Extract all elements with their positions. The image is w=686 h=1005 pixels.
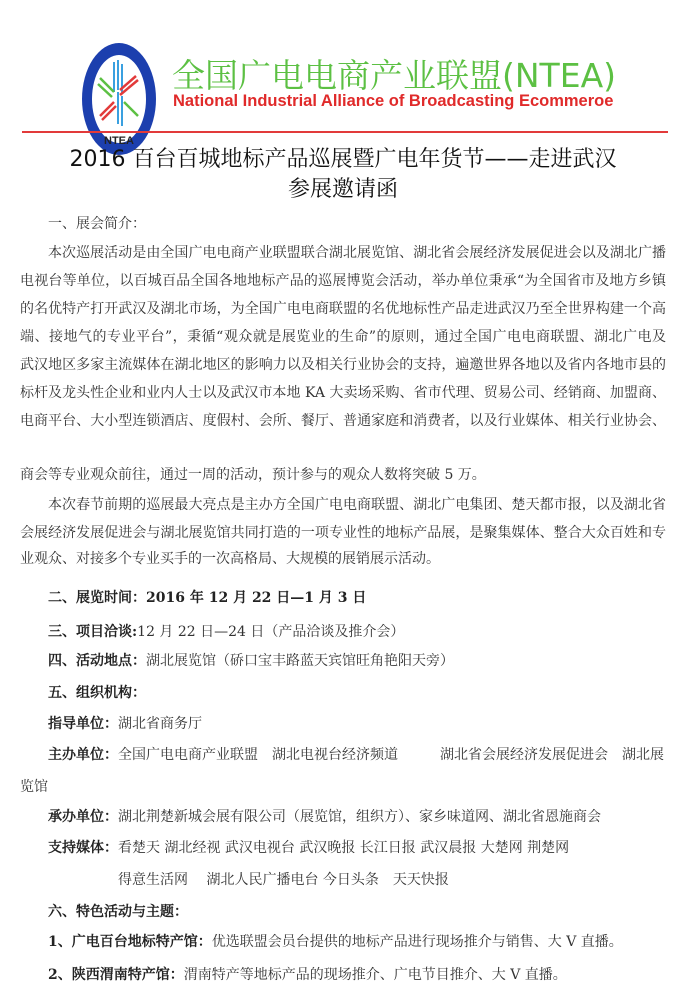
host-unit-cont: 览馆	[20, 779, 48, 795]
section-heading: 五、组织机构：	[48, 685, 146, 701]
header-divider	[22, 131, 668, 133]
venue: 四、活动地点：湖北展览馆（硚口宝丰路蓝天宾馆旺角艳阳天旁）	[48, 653, 454, 669]
paragraph-line: 本次巡展活动是由全国广电电商产业联盟联合湖北展览馆、湖北省会展经济发展促进会以及湖北广播	[48, 245, 666, 261]
feature-item: 2、陕西渭南特产馆：渭南特产等地标产品的现场推介、广电节目推介、大 V 直播。	[48, 967, 567, 983]
paragraph-line: 商会等专业观众前往，通过一周的活动，预计参与的观众人数将突破 5 万。	[20, 467, 486, 483]
brand-name-en: National Industrial Alliance of Broadcasting Ecommeroe	[173, 92, 614, 110]
paragraph-line: 会展经济发展促进会与湖北展览馆共同打造的一项专业性的地标产品展，是聚集媒体、整合大众百姓和专	[20, 525, 666, 541]
paragraph-line: 端、接地气的专业平台”，秉循“观众就是展览业的生命”的原则，通过全国广电电商联盟、湖北广电及	[20, 329, 666, 345]
guide-unit: 指导单位：湖北省商务厅	[48, 716, 202, 732]
paragraph-line: 标杆及龙头性企业和业内人士以及武汉市本地 KA 大卖场采购、省市代理、贸易公司、经销商、加盟商、	[20, 385, 666, 401]
supporting-media: 支持媒体：看楚天 湖北经视 武汉电视台 武汉晚报 长江日报 武汉晨报 大楚网 荆楚网	[48, 840, 570, 856]
paragraph-line: 电视台等单位，以百城百品全国各地地标产品的巡展博览会活动，举办单位秉承“为全国省市及地方乡镇	[20, 273, 666, 289]
paragraph-line: 本次春节前期的巡展最大亮点是主办方全国广电电商联盟、湖北广电集团、楚天都市报，以及湖北省	[48, 497, 666, 513]
organizer-unit: 承办单位：湖北荆楚新城会展有限公司（展览馆，组织方）、家乡味道网、湖北省恩施商会	[48, 809, 601, 825]
paragraph-line: 的名优特产打开武汉及湖北市场，为全国广电电商联盟的名优地标性产品走进武汉乃至全世界构建一个高	[20, 301, 666, 317]
document-subtitle: 参展邀请函	[287, 177, 398, 202]
project-negotiation: 三、项目洽谈:12 月 22 日—24 日（产品洽谈及推介会）	[48, 624, 405, 640]
section-heading: 一、展会简介：	[48, 216, 146, 232]
exhibition-time: 二、展览时间：2016 年 12 月 22 日—1 月 3 日	[48, 590, 367, 606]
paragraph-line: 业观众、对接多个专业买手的一次高格局、大规模的展销展示活动。	[20, 551, 440, 567]
logo-text: NTEA	[104, 135, 134, 147]
brand-name-cn: 全国广电电商产业联盟(NTEA)	[172, 56, 617, 95]
ntea-logo	[80, 40, 158, 158]
paragraph-line: 武汉地区多家主流媒体在湖北地区的影响力以及相关行业协会的支持，遍邀世界各地以及省内各地市县的	[20, 357, 666, 373]
host-unit: 主办单位：全国广电电商产业联盟 湖北电视台经济频道 湖北省会展经济发展促进会 湖北展	[48, 747, 664, 763]
document-title: 2016 百台百城地标产品巡展暨广电年货节——走进武汉	[69, 147, 617, 172]
paragraph-line: 电商平台、大小型连锁酒店、度假村、会所、餐厅、普通家庭和消费者，以及行业媒体、相关行业协会、	[20, 413, 666, 429]
supporting-media-cont: 得意生活网 湖北人民广播电台 今日头条 天天快报	[118, 872, 449, 888]
section-heading: 六、特色活动与主题：	[48, 904, 188, 920]
feature-item: 1、广电百台地标特产馆：优选联盟会员台提供的地标产品进行现场推介与销售、大 V 直播。	[48, 934, 623, 950]
